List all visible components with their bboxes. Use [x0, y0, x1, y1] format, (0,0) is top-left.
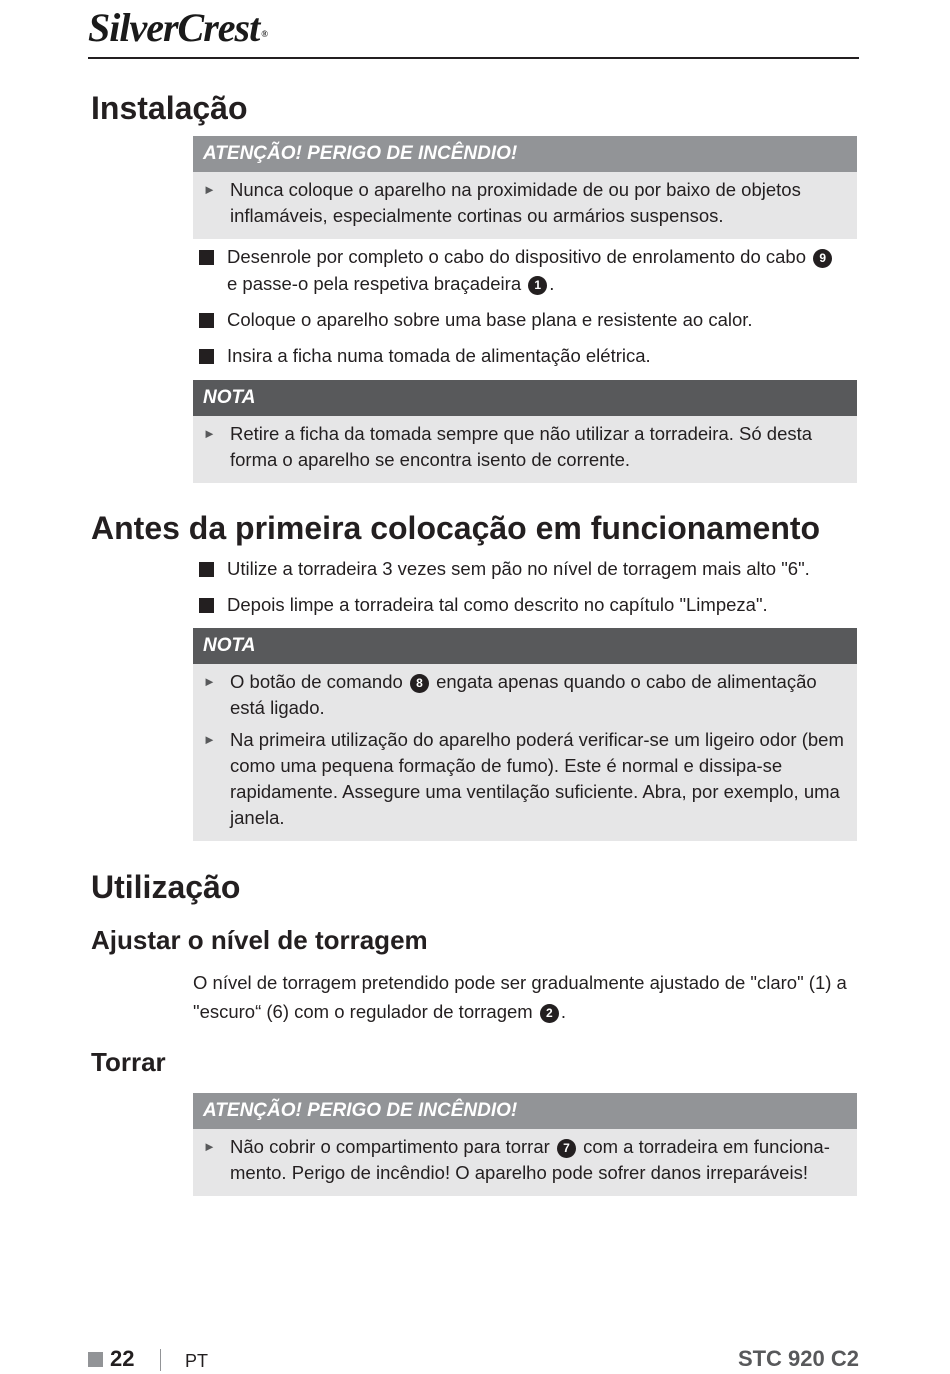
warning-label: ATENÇÃO! PERIGO DE INCÊNDIO!	[193, 1093, 857, 1129]
list-item: Depois limpe a torradeira tal como descrito no capítulo "Limpeza".	[199, 591, 859, 618]
square-bullet-icon	[199, 250, 214, 265]
header-rule	[88, 57, 859, 59]
warning-item: ► Nunca coloque o aparelho na proximidade de ou por baixo de objetos inflamáveis, especialmente cortinas ou armários suspensos.	[203, 179, 801, 226]
list-item: Insira a ficha numa tomada de alimentação elétrica.	[199, 342, 859, 369]
fire-warning-box	[193, 136, 857, 239]
arrow-bullet-icon: ►	[203, 1139, 216, 1154]
footer-square-icon	[88, 1352, 103, 1367]
ref-number-icon: 8	[410, 674, 429, 693]
note-box	[193, 380, 857, 483]
note-label: NOTA	[193, 628, 857, 664]
fire-warning-box	[193, 1093, 857, 1196]
list-item: Utilize a torradeira 3 vezes sem pão no nível de torragem mais alto "6".	[199, 555, 859, 582]
section-title-utilizacao: Utilização	[91, 869, 241, 905]
ref-number-icon: 1	[528, 276, 547, 295]
arrow-bullet-icon: ►	[203, 732, 216, 747]
preparation-steps	[199, 555, 859, 627]
square-bullet-icon	[199, 562, 214, 577]
ref-number-icon: 7	[557, 1139, 576, 1158]
arrow-bullet-icon: ►	[203, 182, 216, 197]
note-box	[193, 628, 857, 841]
brand-logo	[88, 5, 267, 50]
ajustar-paragraph: O nível de torragem pretendido pode ser gradualmente ajustado de "claro" (1) a "escuro“ (6) com o regulador de torragem 2 .	[193, 972, 847, 1022]
section-title-antes: Antes da primeira colocação em funcionamento	[91, 510, 821, 546]
square-bullet-icon	[199, 349, 214, 364]
arrow-bullet-icon: ►	[203, 426, 216, 441]
ref-number-icon: 9	[813, 249, 832, 268]
brand-name: SilverCrest	[88, 5, 260, 50]
list-item: Coloque o aparelho sobre uma base plana e resistente ao calor.	[199, 306, 859, 333]
list-item: Desenrole por completo o cabo do dispositivo de enrolamento do cabo 9 e passe-o pela respetiva braçadeira 1 .	[199, 243, 859, 297]
note-item: ► O botão de comando 8 engata apenas quando o cabo de alimentação está ligado.	[203, 671, 817, 718]
warning-item: ► Não cobrir o compartimento para torrar 7 com a torradeira em funcionamento. Perigo de incêndio! O aparelho pode sofrer danos irreparáveis!	[203, 1136, 830, 1183]
arrow-bullet-icon: ►	[203, 674, 216, 689]
square-bullet-icon	[199, 598, 214, 613]
square-bullet-icon	[199, 313, 214, 328]
section-title-instalacao: Instalação	[91, 90, 248, 126]
installation-steps	[199, 243, 859, 378]
registered-mark: ®	[261, 29, 267, 39]
subsection-title-ajustar: Ajustar o nível de torragem	[91, 925, 428, 955]
ref-number-icon: 2	[540, 1004, 559, 1023]
subsection-title-torrar: Torrar	[91, 1047, 166, 1077]
note-label: NOTA	[193, 380, 857, 416]
page-number: 22	[110, 1346, 135, 1371]
note-item: ► Na primeira utilização do aparelho poderá verificar-se um ligeiro odor (bem como uma pequena formação de fumo). Este é normal e dissipa-se rapidamente. Assegure uma ventilação suficiente. Abra, por exemplo, uma janela.	[203, 729, 844, 828]
note-item: ► Retire a ficha da tomada sempre que não utilizar a torradeira. Só desta forma o aparelho se encontra isento de corrente.	[203, 423, 813, 470]
model-number: STC 920 C2	[737, 1346, 859, 1371]
footer-divider	[160, 1349, 161, 1371]
language-code: PT	[185, 1351, 209, 1371]
warning-label: ATENÇÃO! PERIGO DE INCÊNDIO!	[193, 136, 857, 172]
